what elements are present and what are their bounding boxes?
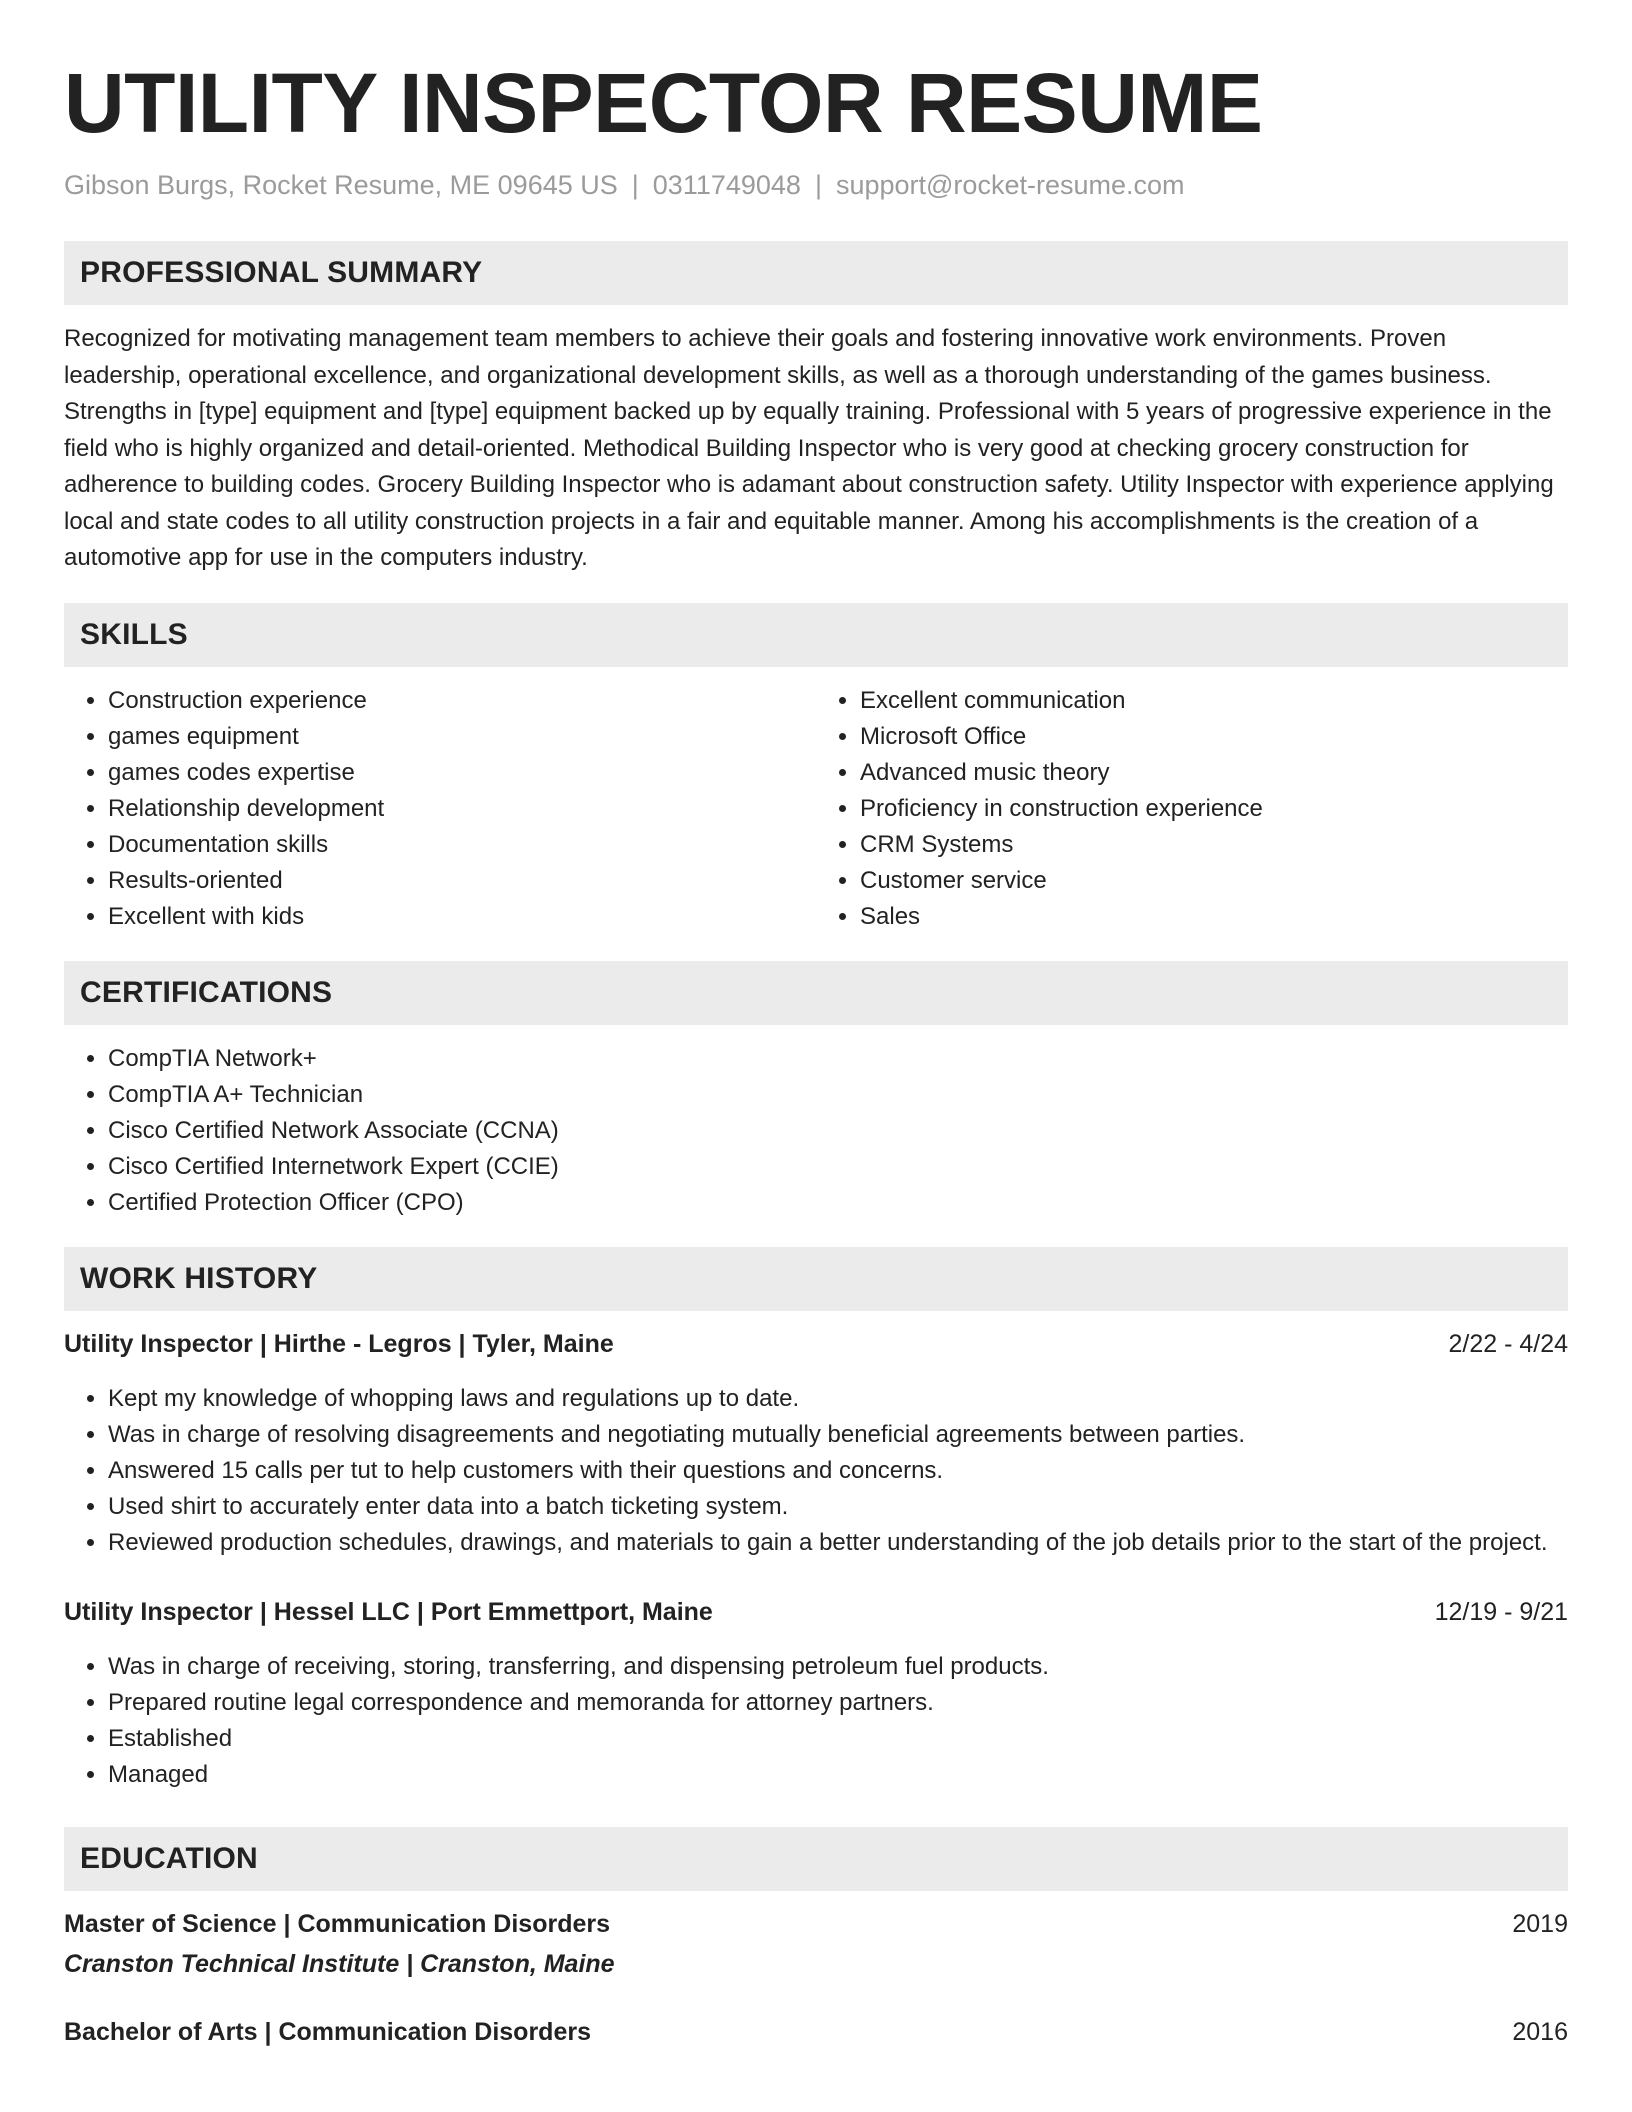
certification-item: • CompTIA A+ Technician — [108, 1077, 1568, 1113]
job-header — [64, 1595, 1568, 1629]
job-dates: 12/19 - 9/21 — [1434, 1597, 1568, 1626]
job-bullet: • Reviewed production schedules, drawings, and materials to gain a better understanding of the job details prior to the start of the project. — [108, 1525, 1568, 1561]
skill-item: • Microsoft Office — [860, 719, 1568, 755]
job-title: Utility Inspector | Hirthe - Legros | Tyler, Maine — [64, 1329, 614, 1358]
skill-item: • Sales — [860, 899, 1568, 935]
skills-column-left — [64, 683, 816, 935]
skill-item: • games equipment — [108, 719, 816, 755]
skill-item: • Proficiency in construction experience — [860, 791, 1568, 827]
certification-item: • Certified Protection Officer (CPO) — [108, 1185, 1568, 1221]
certification-item: • CompTIA Network+ — [108, 1041, 1568, 1077]
certification-item: • Cisco Certified Internetwork Expert (CCIE) — [108, 1149, 1568, 1185]
certification-item: • Cisco Certified Network Associate (CCNA) — [108, 1113, 1568, 1149]
skill-item: • Customer service — [860, 863, 1568, 899]
contact-phone: 0311749048 — [652, 170, 801, 200]
job-dates: 2/22 - 4/24 — [1448, 1329, 1568, 1358]
contact-address: Gibson Burgs, Rocket Resume, ME 09645 US — [64, 170, 618, 200]
job-bullets — [64, 1381, 1568, 1561]
summary-text: Recognized for motivating management team members to achieve their goals and fostering innovative work environments. Proven leadership, operational excellence, and organizational development skills, as well as a thorough understanding of the games business. Strengths in [type] equipment and [type] equipment backed up by equally training. Professional with 5 years of progressive experience in the field who is highly organized and detail-oriented. Methodical Building Inspector who is very good at checking grocery construction for adherence to building codes. Grocery Building Inspector who is adamant about construction safety. Utility Inspector with experience applying local and state codes to all utility construction projects in a fair and equitable manner. Among his accomplishments is the creation of a automotive app for use in the computers industry. — [64, 325, 1554, 571]
job-bullet: • Was in charge of receiving, storing, transferring, and dispensing petroleum fuel products. — [108, 1649, 1568, 1685]
job-bullet: • Established — [108, 1721, 1568, 1757]
education-entry-header — [64, 2015, 1568, 2049]
skill-item: • Relationship development — [108, 791, 816, 827]
work-history-heading: WORK HISTORY — [64, 1247, 1568, 1311]
job-bullet: • Prepared routine legal correspondence and memoranda for attorney partners. — [108, 1685, 1568, 1721]
contact-separator: | — [631, 170, 639, 200]
education-year: 2019 — [1512, 1909, 1568, 1938]
job-bullet: • Was in charge of resolving disagreements and negotiating mutually beneficial agreements between parties. — [108, 1417, 1568, 1453]
education-degree: Bachelor of Arts | Communication Disorders — [64, 2017, 591, 2046]
education-heading: EDUCATION — [64, 1827, 1568, 1891]
contact-line — [64, 168, 1568, 202]
summary-heading: PROFESSIONAL SUMMARY — [64, 241, 1568, 305]
job-bullet: • Kept my knowledge of whopping laws and regulations up to date. — [108, 1381, 1568, 1417]
job-bullet: • Used shirt to accurately enter data into a batch ticketing system. — [108, 1489, 1568, 1525]
skill-item: • Documentation skills — [108, 827, 816, 863]
resume-title: UTILITY INSPECTOR RESUME — [64, 56, 1263, 150]
skills-column-right — [816, 683, 1568, 935]
contact-email: support@rocket-resume.com — [835, 170, 1185, 200]
skill-item: • Advanced music theory — [860, 755, 1568, 791]
job-title: Utility Inspector | Hessel LLC | Port Emmettport, Maine — [64, 1597, 713, 1626]
skill-item: • Construction experience — [108, 683, 816, 719]
job-header — [64, 1327, 1568, 1361]
certifications-heading: CERTIFICATIONS — [64, 961, 1568, 1025]
skill-item: • games codes expertise — [108, 755, 816, 791]
education-degree: Master of Science | Communication Disorders — [64, 1909, 611, 1938]
skill-item: • Excellent communication — [860, 683, 1568, 719]
education-institution: Cranston Technical Institute | Cranston, Maine — [64, 1949, 615, 1978]
skill-item: • Excellent with kids — [108, 899, 816, 935]
skills-heading: SKILLS — [64, 603, 1568, 667]
skill-item: • Results-oriented — [108, 863, 816, 899]
job-bullets — [64, 1649, 1568, 1793]
contact-separator: | — [814, 170, 822, 200]
education-entry-header — [64, 1907, 1568, 1941]
certifications-list — [64, 1041, 1568, 1221]
skill-item: • CRM Systems — [860, 827, 1568, 863]
job-bullet: • Managed — [108, 1757, 1568, 1793]
skills-list — [64, 683, 1568, 935]
education-year: 2016 — [1512, 2017, 1568, 2046]
job-bullet: • Answered 15 calls per tut to help customers with their questions and concerns. — [108, 1453, 1568, 1489]
